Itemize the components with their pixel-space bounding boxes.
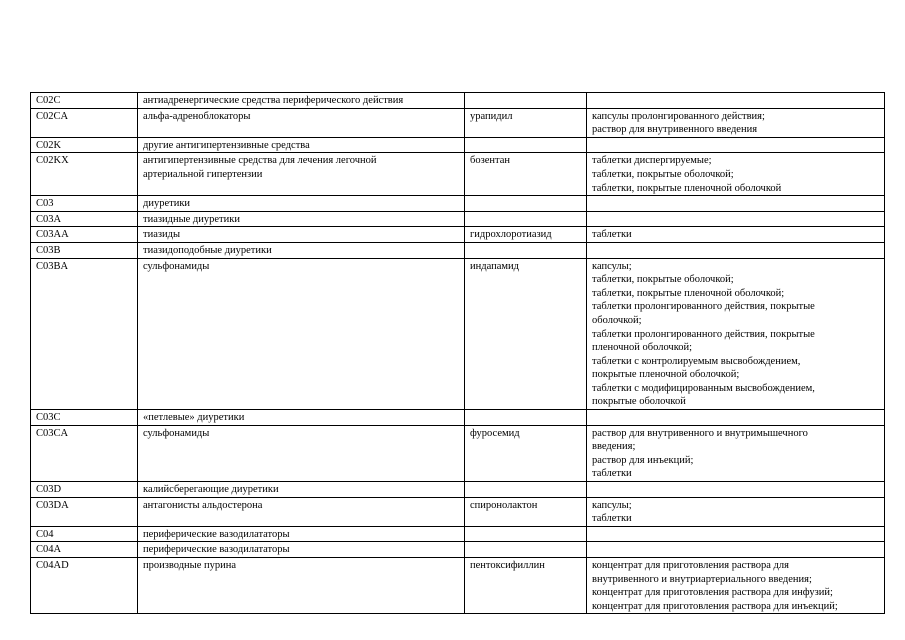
group-name-cell: периферические вазодилататоры bbox=[138, 542, 465, 558]
group-name-cell: другие антигипертензивные средства bbox=[138, 137, 465, 153]
dosage-form-cell bbox=[587, 542, 885, 558]
drug-name-cell: урапидил bbox=[465, 108, 587, 137]
table-row bbox=[31, 93, 885, 109]
table-row bbox=[31, 211, 885, 227]
table-row bbox=[31, 410, 885, 426]
dosage-form-cell: таблетки диспергируемые; таблетки, покрытые оболочкой; таблетки, покрытые пленочной оболочкой bbox=[587, 153, 885, 196]
dosage-form-cell bbox=[587, 526, 885, 542]
drug-name-cell bbox=[465, 242, 587, 258]
table-row bbox=[31, 153, 885, 196]
group-name-cell: «петлевые» диуретики bbox=[138, 410, 465, 426]
dosage-form-cell: капсулы пролонгированного действия; раствор для внутривенного введения bbox=[587, 108, 885, 137]
drug-name-cell: индапамид bbox=[465, 258, 587, 410]
dosage-form-cell bbox=[587, 211, 885, 227]
dosage-form-cell bbox=[587, 137, 885, 153]
table-row bbox=[31, 558, 885, 614]
dosage-form-cell bbox=[587, 93, 885, 109]
drug-name-cell bbox=[465, 196, 587, 212]
table-row bbox=[31, 542, 885, 558]
table-row bbox=[31, 137, 885, 153]
drug-name-cell bbox=[465, 211, 587, 227]
drug-name-cell: фуросемид bbox=[465, 425, 587, 481]
group-name-cell: антигипертензивные средства для лечения легочной артериальной гипертензии bbox=[138, 153, 465, 196]
drug-name-cell bbox=[465, 526, 587, 542]
atc-code-cell: C03CA bbox=[31, 425, 138, 481]
table-body bbox=[31, 93, 885, 614]
table-row bbox=[31, 425, 885, 481]
drug-name-cell: пентоксифиллин bbox=[465, 558, 587, 614]
group-name-cell: антагонисты альдостерона bbox=[138, 497, 465, 526]
dosage-form-cell bbox=[587, 410, 885, 426]
atc-code-cell: C04 bbox=[31, 526, 138, 542]
group-name-cell: диуретики bbox=[138, 196, 465, 212]
group-name-cell: периферические вазодилататоры bbox=[138, 526, 465, 542]
group-name-cell: калийсберегающие диуретики bbox=[138, 482, 465, 498]
table-row bbox=[31, 482, 885, 498]
atc-code-cell: C02C bbox=[31, 93, 138, 109]
group-name-cell: тиазидные диуретики bbox=[138, 211, 465, 227]
atc-code-cell: C03 bbox=[31, 196, 138, 212]
dosage-form-cell bbox=[587, 242, 885, 258]
atc-code-cell: C03D bbox=[31, 482, 138, 498]
atc-code-cell: C02K bbox=[31, 137, 138, 153]
table-row bbox=[31, 227, 885, 243]
table-row bbox=[31, 258, 885, 410]
drug-name-cell: гидрохлоротиазид bbox=[465, 227, 587, 243]
drug-name-cell bbox=[465, 542, 587, 558]
drug-name-cell bbox=[465, 137, 587, 153]
atc-code-cell: C02KX bbox=[31, 153, 138, 196]
dosage-form-cell: капсулы; таблетки, покрытые оболочкой; таблетки, покрытые пленочной оболочкой; таблетки пролонгированного действия, покрытые оболочкой; таблетки пролонгированного действия, покрытые пленочной оболочкой; таблетки с контролируемым высвобождением, покрытые пленочной оболочкой; таблетки с модифицированным высвобождением, покрытые оболочкой bbox=[587, 258, 885, 410]
dosage-form-cell bbox=[587, 482, 885, 498]
group-name-cell: сульфонамиды bbox=[138, 258, 465, 410]
atc-code-cell: C03BA bbox=[31, 258, 138, 410]
drug-name-cell: бозентан bbox=[465, 153, 587, 196]
dosage-form-cell: концентрат для приготовления раствора для внутривенного и внутриартериального введения; концентрат для приготовления раствора для инфузий; концентрат для приготовления раствора для инъекций; bbox=[587, 558, 885, 614]
atc-code-cell: C03AA bbox=[31, 227, 138, 243]
atc-code-cell: C04AD bbox=[31, 558, 138, 614]
atc-code-cell: C04A bbox=[31, 542, 138, 558]
dosage-form-cell: раствор для внутривенного и внутримышечного введения; раствор для инъекций; таблетки bbox=[587, 425, 885, 481]
dosage-form-cell: таблетки bbox=[587, 227, 885, 243]
table-row bbox=[31, 196, 885, 212]
group-name-cell: сульфонамиды bbox=[138, 425, 465, 481]
table-row bbox=[31, 242, 885, 258]
table-row bbox=[31, 526, 885, 542]
group-name-cell: производные пурина bbox=[138, 558, 465, 614]
table-row bbox=[31, 497, 885, 526]
group-name-cell: тиазидоподобные диуретики bbox=[138, 242, 465, 258]
drug-name-cell bbox=[465, 93, 587, 109]
drug-classification-table bbox=[30, 92, 885, 614]
group-name-cell: альфа-адреноблокаторы bbox=[138, 108, 465, 137]
group-name-cell: тиазиды bbox=[138, 227, 465, 243]
table-row bbox=[31, 108, 885, 137]
atc-code-cell: C03B bbox=[31, 242, 138, 258]
drug-name-cell bbox=[465, 482, 587, 498]
dosage-form-cell: капсулы; таблетки bbox=[587, 497, 885, 526]
atc-code-cell: C03A bbox=[31, 211, 138, 227]
group-name-cell: антиадренергические средства периферического действия bbox=[138, 93, 465, 109]
atc-code-cell: C03DA bbox=[31, 497, 138, 526]
drug-name-cell: спиронолактон bbox=[465, 497, 587, 526]
drug-name-cell bbox=[465, 410, 587, 426]
atc-code-cell: C02CA bbox=[31, 108, 138, 137]
atc-code-cell: C03C bbox=[31, 410, 138, 426]
dosage-form-cell bbox=[587, 196, 885, 212]
